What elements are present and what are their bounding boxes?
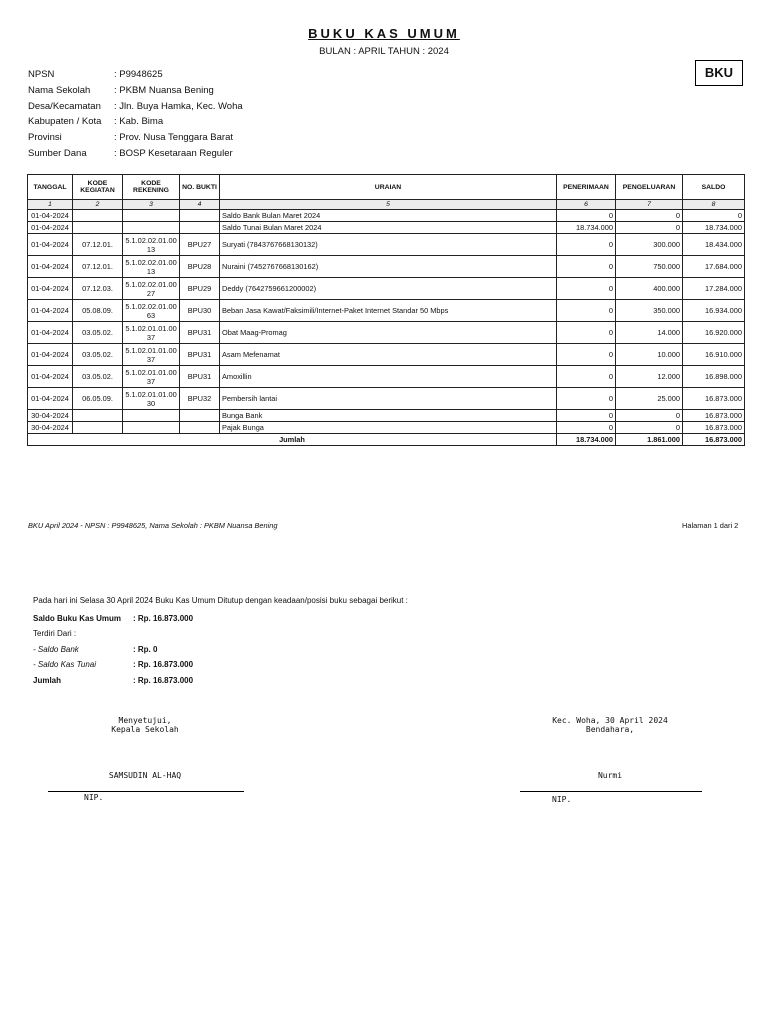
column-number: 7 [616, 200, 683, 210]
cell-uraian: Obat Maag-Promag [220, 322, 557, 344]
cell-kode-kegiatan [73, 422, 123, 434]
cell-no-bukti: BPU30 [180, 300, 220, 322]
closing-statement: Pada hari ini Selasa 30 April 2024 Buku Kas Umum Ditutup dengan keadaan/posisi buku sebagai berikut : [33, 596, 408, 605]
cell-uraian: Saldo Bank Bulan Maret 2024 [220, 210, 557, 222]
cell-saldo: 18.434.000 [683, 234, 745, 256]
info-row-npsn: NPSN : P9948625 [28, 69, 163, 80]
cell-penerimaan: 0 [557, 210, 616, 222]
header-uraian: URAIAN [220, 175, 557, 200]
table-row [28, 210, 745, 222]
cell-pengeluaran: 0 [616, 410, 683, 422]
info-row-fund-source: Sumber Dana : BOSP Kesetaraan Reguler [28, 147, 233, 159]
cell-kode-rekening: 5.1.02.01.01.00 37 [123, 344, 180, 366]
cell-tanggal: 01-04-2024 [28, 256, 73, 278]
cell-kode-rekening [123, 210, 180, 222]
cell-uraian: Nuraini (7452767668130162) [220, 256, 557, 278]
cell-no-bukti: BPU31 [180, 366, 220, 388]
cell-penerimaan: 0 [557, 300, 616, 322]
table-row [28, 344, 745, 366]
table-header-row [28, 175, 745, 200]
header-no-bukti: NO. BUKTI [180, 175, 220, 200]
cell-tanggal: 01-04-2024 [28, 322, 73, 344]
table-row [28, 300, 745, 322]
left-signature-greeting: Menyetujui, [118, 716, 172, 725]
cell-tanggal: 30-04-2024 [28, 410, 73, 422]
left-signature-block [60, 716, 230, 734]
cell-kode-kegiatan: 07.12.01. [73, 256, 123, 278]
info-row-school-name: Nama Sekolah : PKBM Nuansa Bening [28, 84, 214, 96]
table-total-row [28, 434, 745, 446]
header-kode-rekening: KODE REKENING [123, 175, 180, 200]
cell-uraian: Pembersih lantai [220, 388, 557, 410]
cell-pengeluaran: 25.000 [616, 388, 683, 410]
cash-ledger-table [27, 174, 745, 446]
cell-kode-kegiatan: 03.05.02. [73, 366, 123, 388]
cell-penerimaan: 0 [557, 234, 616, 256]
closing-bank-row: - Saldo Bank : Rp. 0 [33, 645, 158, 654]
cell-uraian: Asam Mefenamat [220, 344, 557, 366]
info-row-regency: Kabupaten / Kota : Kab. Bima [28, 116, 164, 128]
table-row [28, 366, 745, 388]
cell-kode-rekening [123, 422, 180, 434]
left-signature-line [48, 791, 244, 792]
cell-kode-rekening [123, 410, 180, 422]
cell-saldo: 16.934.000 [683, 300, 745, 322]
right-signature-role: Bendahara, [585, 725, 635, 734]
cell-tanggal: 01-04-2024 [28, 344, 73, 366]
cell-saldo: 16.873.000 [683, 388, 745, 410]
cell-penerimaan: 18.734.000 [557, 222, 616, 234]
cell-penerimaan: 0 [557, 322, 616, 344]
right-signature-nip: NIP. [552, 795, 572, 804]
cell-kode-rekening: 5.1.02.02.01.00 13 [123, 256, 180, 278]
cell-pengeluaran: 350.000 [616, 300, 683, 322]
cell-pengeluaran: 300.000 [616, 234, 683, 256]
cell-pengeluaran: 750.000 [616, 256, 683, 278]
cell-uraian: Suryati (7843767668130132) [220, 234, 557, 256]
header-pengeluaran: PENGELUARAN [616, 175, 683, 200]
left-signature-name: SAMSUDIN AL-HAQ [108, 771, 182, 780]
cell-kode-kegiatan: 03.05.02. [73, 344, 123, 366]
cell-uraian: Deddy (7642759661200002) [220, 278, 557, 300]
table-row [28, 278, 745, 300]
cell-kode-rekening: 5.1.02.02.01.00 27 [123, 278, 180, 300]
cell-saldo: 16.898.000 [683, 366, 745, 388]
closing-tunai-row: - Saldo Kas Tunai : Rp. 16.873.000 [33, 660, 194, 669]
cell-no-bukti: BPU31 [180, 344, 220, 366]
table-row [28, 422, 745, 434]
cell-saldo: 16.873.000 [683, 422, 745, 434]
cell-no-bukti: BPU29 [180, 278, 220, 300]
document-title: BUKU KAS UMUM [308, 26, 460, 41]
cell-pengeluaran: 12.000 [616, 366, 683, 388]
cell-saldo: 16.910.000 [683, 344, 745, 366]
cell-pengeluaran: 14.000 [616, 322, 683, 344]
column-number: 1 [28, 200, 73, 210]
cell-uraian: Beban Jasa Kawat/Faksimili/Internet-Paket Internet Standar 50 Mbps [220, 300, 557, 322]
cell-kode-rekening: 5.1.02.01.01.00 37 [123, 322, 180, 344]
cell-kode-kegiatan [73, 222, 123, 234]
cell-kode-rekening [123, 222, 180, 234]
column-number: 2 [73, 200, 123, 210]
cell-penerimaan: 0 [557, 422, 616, 434]
cell-kode-kegiatan: 07.12.03. [73, 278, 123, 300]
column-number: 8 [683, 200, 745, 210]
cell-penerimaan: 0 [557, 410, 616, 422]
total-penerimaan: 18.734.000 [557, 434, 616, 446]
cell-penerimaan: 0 [557, 278, 616, 300]
cell-no-bukti [180, 210, 220, 222]
cell-kode-rekening: 5.1.02.01.01.00 30 [123, 388, 180, 410]
total-saldo: 16.873.000 [683, 434, 745, 446]
info-row-province: Provinsi : Prov. Nusa Tenggara Barat [28, 132, 233, 144]
cell-no-bukti: BPU28 [180, 256, 220, 278]
page-number: Halaman 1 dari 2 [682, 521, 739, 530]
cell-pengeluaran: 400.000 [616, 278, 683, 300]
cell-kode-kegiatan: 06.05.09. [73, 388, 123, 410]
header-penerimaan: PENERIMAAN [557, 175, 616, 200]
table-row [28, 234, 745, 256]
cell-kode-kegiatan: 07.12.01. [73, 234, 123, 256]
header-kode-kegiatan: KODE KEGIATAN [73, 175, 123, 200]
cell-penerimaan: 0 [557, 388, 616, 410]
column-number: 3 [123, 200, 180, 210]
cell-kode-kegiatan [73, 410, 123, 422]
total-pengeluaran: 1.861.000 [616, 434, 683, 446]
cell-uraian: Pajak Bunga [220, 422, 557, 434]
table-row [28, 222, 745, 234]
right-signature-name: Nurmi [597, 771, 623, 780]
cell-pengeluaran: 0 [616, 210, 683, 222]
cell-saldo: 17.284.000 [683, 278, 745, 300]
cell-no-bukti [180, 422, 220, 434]
cell-tanggal: 01-04-2024 [28, 278, 73, 300]
header-saldo: SALDO [683, 175, 745, 200]
cell-kode-kegiatan: 05.08.09. [73, 300, 123, 322]
column-number: 6 [557, 200, 616, 210]
right-signature-date: Kec. Woha, 30 April 2024 [552, 716, 668, 725]
column-number: 4 [180, 200, 220, 210]
cell-pengeluaran: 10.000 [616, 344, 683, 366]
cell-saldo: 17.684.000 [683, 256, 745, 278]
cell-tanggal: 01-04-2024 [28, 388, 73, 410]
cell-kode-rekening: 5.1.02.02.01.00 63 [123, 300, 180, 322]
cell-pengeluaran: 0 [616, 422, 683, 434]
table-row [28, 388, 745, 410]
cell-saldo: 16.920.000 [683, 322, 745, 344]
table-body [28, 210, 745, 446]
school-info [28, 69, 243, 164]
right-signature-line [520, 791, 702, 792]
cell-penerimaan: 0 [557, 366, 616, 388]
cell-tanggal: 01-04-2024 [28, 222, 73, 234]
table-row [28, 322, 745, 344]
cell-saldo: 0 [683, 210, 745, 222]
left-signature-nip: NIP. [84, 793, 104, 802]
document-subtitle: BULAN : APRIL TAHUN : 2024 [319, 46, 449, 57]
cell-tanggal: 01-04-2024 [28, 366, 73, 388]
cell-uraian: Bunga Bank [220, 410, 557, 422]
cell-no-bukti: BPU32 [180, 388, 220, 410]
cell-tanggal: 01-04-2024 [28, 234, 73, 256]
closing-saldo-row: Saldo Buku Kas Umum : Rp. 16.873.000 [33, 614, 194, 623]
cell-kode-kegiatan: 03.05.02. [73, 322, 123, 344]
total-label: Jumlah [28, 434, 557, 446]
cell-no-bukti: BPU31 [180, 322, 220, 344]
cell-no-bukti [180, 222, 220, 234]
cell-tanggal: 01-04-2024 [28, 300, 73, 322]
cell-no-bukti: BPU27 [180, 234, 220, 256]
cell-saldo: 16.873.000 [683, 410, 745, 422]
cell-no-bukti [180, 410, 220, 422]
closing-jumlah-row: Jumlah : Rp. 16.873.000 [33, 676, 194, 685]
table-row [28, 410, 745, 422]
cell-tanggal: 30-04-2024 [28, 422, 73, 434]
cell-penerimaan: 0 [557, 256, 616, 278]
column-number: 5 [220, 200, 557, 210]
cell-uraian: Saldo Tunai Bulan Maret 2024 [220, 222, 557, 234]
cell-penerimaan: 0 [557, 344, 616, 366]
page-footer-info: BKU April 2024 - NPSN : P9948625, Nama Sekolah : PKBM Nuansa Bening [28, 521, 278, 530]
left-signature-role: Kepala Sekolah [111, 725, 179, 734]
cell-tanggal: 01-04-2024 [28, 210, 73, 222]
right-signature-block [520, 716, 700, 734]
cell-kode-rekening: 5.1.02.02.01.00 13 [123, 234, 180, 256]
cell-saldo: 18.734.000 [683, 222, 745, 234]
table-row [28, 256, 745, 278]
closing-terdiri: Terdiri Dari : [33, 629, 77, 638]
cell-pengeluaran: 0 [616, 222, 683, 234]
table-column-number-row [28, 200, 745, 210]
cell-uraian: Amoxillin [220, 366, 557, 388]
bku-badge: BKU [695, 60, 743, 86]
info-row-village: Desa/Kecamatan : Jln. Buya Hamka, Kec. Woha [28, 100, 243, 112]
header-tanggal: TANGGAL [28, 175, 73, 200]
cell-kode-kegiatan [73, 210, 123, 222]
cell-kode-rekening: 5.1.02.01.01.00 37 [123, 366, 180, 388]
